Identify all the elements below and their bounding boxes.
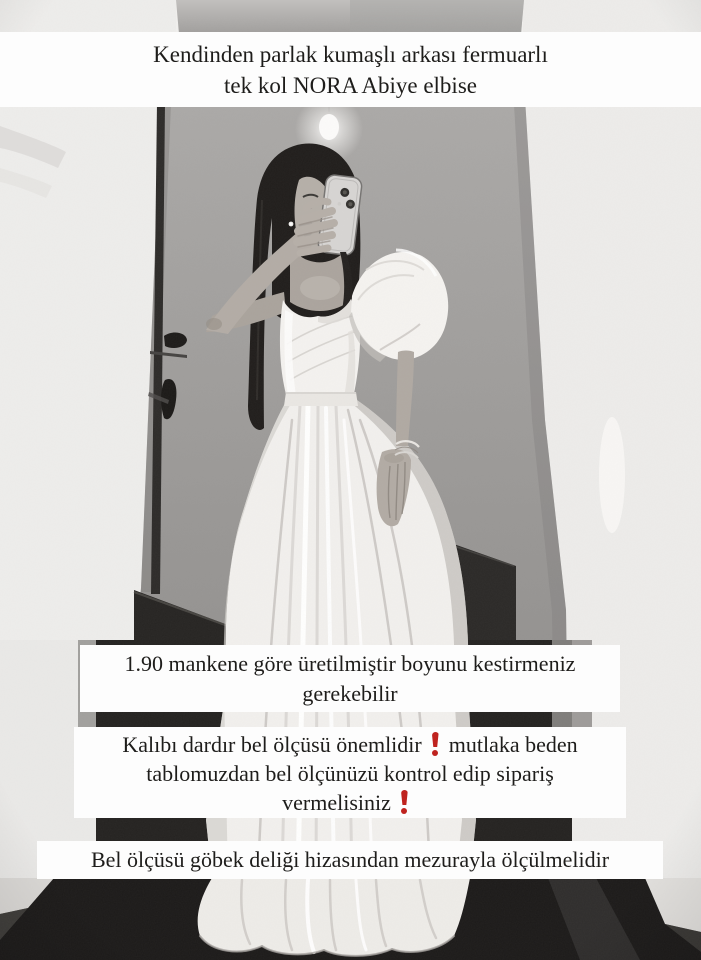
title-caption xyxy=(0,32,701,107)
warning-line2: tablomuzdan bel ölçünüzü kontrol edip sipariş xyxy=(146,761,554,786)
fit-note-line2: gerekebilir xyxy=(302,681,398,706)
fit-note-line1: 1.90 mankene göre üretilmiştir boyunu kestirmeniz xyxy=(124,651,576,676)
title-line2: tek kol NORA Abiye elbise xyxy=(224,73,477,98)
measure-note-caption xyxy=(37,841,663,879)
warning-caption xyxy=(74,727,626,818)
warning-line1-text2: mutlaka beden xyxy=(448,732,578,757)
warning-line1 xyxy=(74,730,626,759)
red-exclamation-icon xyxy=(400,790,409,814)
measure-note-line1: Bel ölçüsü göbek deliği hizasından mezurayla ölçülmelidir xyxy=(90,847,610,872)
warning-line1-text: Kalıbı dardır bel ölçüsü önemlidir xyxy=(122,732,422,757)
warning-line3 xyxy=(74,788,626,817)
title-line1: Kendinden parlak kumaşlı arkası fermuarlı xyxy=(153,42,548,67)
red-exclamation-icon xyxy=(431,732,440,756)
warning-line3-text: vermelisiniz xyxy=(282,790,391,815)
fit-note-caption xyxy=(80,645,620,712)
